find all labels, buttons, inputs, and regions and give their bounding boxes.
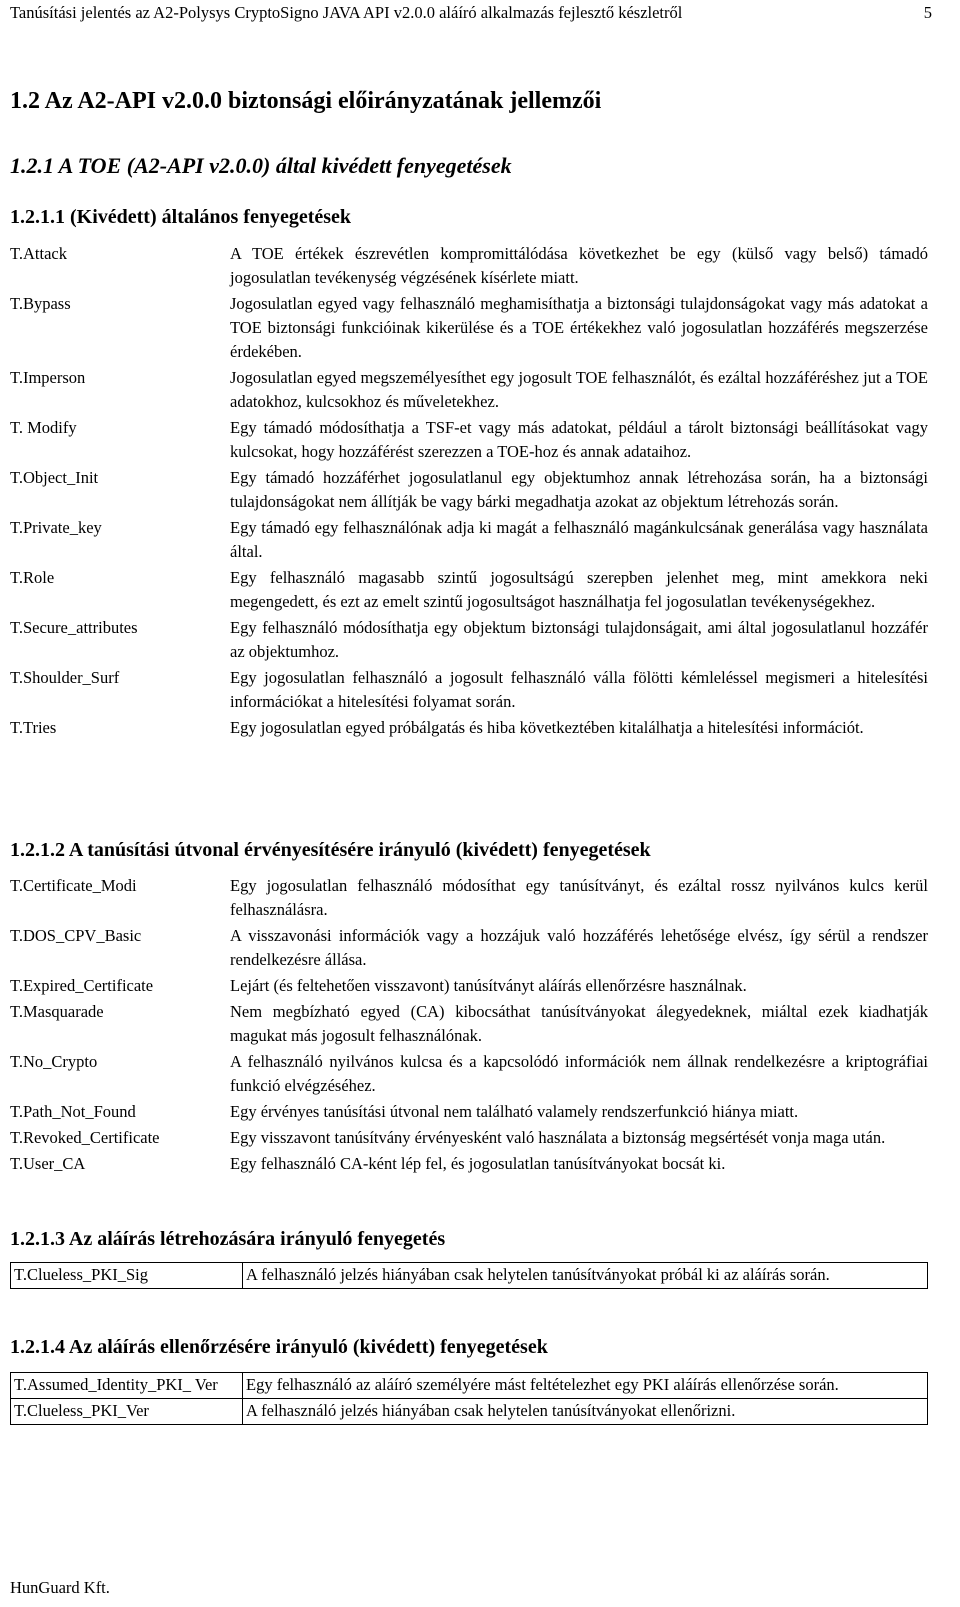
threat-row [10,1000,928,1050]
threat-description: Egy támadó hozzáférhet jogosulatlanul egy objektumhoz annak létrehozása során, ha a biztonsági tulajdonságokat nem állítják be vagy bárki megadhatja azokat az objektum létrehozás során. [230,468,928,511]
threat-code: T.User_CA [10,1154,86,1173]
threat-row [10,924,928,974]
threat-row [10,1126,928,1152]
threat-description: A felhasználó jelzés hiányában csak helytelen tanúsítványokat ellenőrizni. [243,1399,928,1425]
threat-row [10,1050,928,1100]
threat-code: T.Expired_Certificate [10,976,154,995]
sigcreate-threats-heading: 1.2.1.3 Az aláírás létrehozására irányuló fenyegetés [10,1228,446,1250]
threat-row [10,292,928,366]
threat-row [10,616,928,666]
threat-code: T.Path_Not_Found [10,1102,136,1121]
threat-description: Jogosulatlan egyed megszemélyesíthet egy jogosult TOE felhasználót, és ezáltal hozzáféréshez jut a TOE adatokhoz, kulcsokhoz és műveletekhez. [230,368,928,411]
general-threats-table [10,242,928,742]
threat-description: Egy támadó módosíthatja a TSF-et vagy más adatokat, például a tárolt biztonsági beállításokat vagy kulcsokat, hogy hozzáférést szerezzen a TOE-hoz és annak adataihoz. [230,418,928,461]
threat-description: Egy jogosulatlan felhasználó a jogosult felhasználó válla fölötti kémleléssel megismeri a hitelesítési információkat a hitelesítési folyamat során. [230,668,928,711]
threat-row [10,566,928,616]
sigverify-threats-heading: 1.2.1.4 Az aláírás ellenőrzésére irányuló (kivédett) fenyegetések [10,1336,548,1358]
threat-code: T.Attack [10,244,67,263]
threat-code: T. Modify [10,418,77,437]
threat-row [10,666,928,716]
threat-code: T.No_Crypto [10,1052,98,1071]
threat-description: Egy felhasználó magasabb szintű jogosultságú szerepben jelenhet meg, mint amekkora neki megengedett, és ezt az emelt szintű jogosultságot használhatja fel jogosulatlan tevékenységekhez. [230,568,928,611]
threat-description: Egy visszavont tanúsítvány érvényesként való használata a biztonság megsértését vonja maga után. [230,1128,886,1147]
threat-code: T.Clueless_PKI_Ver [11,1399,243,1425]
threat-description: Nem megbízható egyed (CA) kibocsáthat tanúsítványokat álegyedeknek, miáltal ezek kiadhatják magukat más jogosult felhasználónak. [230,1002,928,1045]
threat-row [10,242,928,292]
threat-code: T.DOS_CPV_Basic [10,926,142,945]
threat-code: T.Revoked_Certificate [10,1128,160,1147]
threat-row [10,466,928,516]
threat-row [11,1373,928,1399]
threat-description: Egy jogosulatlan felhasználó módosíthat egy tanúsítványt, és ezáltal rossz nyilvános kulcs kerül felhasználásra. [230,876,928,919]
threat-code: T.Private_key [10,518,102,537]
certpath-threats-table [10,874,928,1178]
threat-description: Lejárt (és feltehetően visszavont) tanúsítványt aláírás ellenőrzésre használnak. [230,976,747,995]
general-threats-heading: 1.2.1.1 (Kivédett) általános fenyegetések [10,206,352,228]
header-title: Tanúsítási jelentés az A2-Polysys CryptoSigno JAVA API v2.0.0 aláíró alkalmazás fejlesztő készletről [10,3,683,22]
certpath-threats-heading: 1.2.1.2 A tanúsítási útvonal érvényesítésére irányuló (kivédett) fenyegetések [10,839,651,861]
threat-code: T.Assumed_Identity_PKI_ Ver [11,1373,243,1399]
threat-row [10,874,928,924]
threat-code: T.Bypass [10,294,71,313]
threat-code: T.Tries [10,718,57,737]
threat-description: Egy felhasználó CA-ként lép fel, és jogosulatlan tanúsítványokat bocsát ki. [230,1154,726,1173]
threat-code: T.Shoulder_Surf [10,668,120,687]
threat-row [10,716,928,742]
sigcreate-threats-table [10,1262,928,1289]
threat-description: Egy jogosulatlan egyed próbálgatás és hiba következtében kitalálhatja a hitelesítési információt. [230,718,864,737]
threat-code: T.Clueless_PKI_Sig [11,1263,243,1289]
threat-row [10,516,928,566]
threat-row [11,1399,928,1425]
threat-code: T.Imperson [10,368,86,387]
subsection-heading: 1.2.1 A TOE (A2-API v2.0.0) által kivédett fenyegetések [10,153,512,178]
sigverify-threats-table [10,1372,928,1425]
threat-description: A visszavonási információk vagy a hozzájuk való hozzáférés lehetősége elvész, így sérül a rendszer rendelkezésre állása. [230,926,928,969]
threat-description: A felhasználó jelzés hiányában csak helytelen tanúsítványokat próbál ki az aláírás során. [243,1263,928,1289]
threat-row [10,416,928,466]
threat-description: Egy támadó egy felhasználónak adja ki magát a felhasználó magánkulcsának generálása vagy használata által. [230,518,928,561]
threat-row [10,1100,928,1126]
running-header [10,2,932,24]
threat-description: A felhasználó nyilvános kulcsa és a kapcsolódó információk nem állnak rendelkezésre a kriptográfiai funkció elvégzéséhez. [230,1052,928,1095]
threat-description: A TOE értékek észrevétlen kompromittálódása következhet be egy (külső vagy belső) támadó jogosulatlan tevékenység végzésének kísérlete miatt. [230,244,928,287]
threat-description: Egy felhasználó az aláíró személyére mást feltételezhet egy PKI aláírás ellenőrzése során. [243,1373,928,1399]
section-heading: 1.2 Az A2-API v2.0.0 biztonsági előirányzatának jellemzői [10,88,602,114]
threat-code: T.Secure_attributes [10,618,138,637]
threat-code: T.Masquarade [10,1002,104,1021]
threat-description: Egy érvényes tanúsítási útvonal nem található valamely rendszerfunkció hiánya miatt. [230,1102,799,1121]
threat-code: T.Certificate_Modi [10,876,137,895]
threat-row [11,1263,928,1289]
threat-row [10,974,928,1000]
threat-code: T.Role [10,568,55,587]
page-number: 5 [923,3,932,22]
threat-description: Jogosulatlan egyed vagy felhasználó meghamisíthatja a biztonsági tulajdonságokat vagy más adatokat a TOE biztonsági funkcióinak kikerülése és a TOE értékekhez való jogosulatlan hozzáférés megszerzése érdekében. [230,294,928,361]
threat-row [10,366,928,416]
threat-code: T.Object_Init [10,468,99,487]
threat-row [10,1152,928,1178]
threat-description: Egy felhasználó módosíthatja egy objektum biztonsági tulajdonságait, ami által jogosulatlanul hozzáfér az objektumhoz. [230,618,928,661]
footer-company: HunGuard Kft. [10,1578,110,1597]
